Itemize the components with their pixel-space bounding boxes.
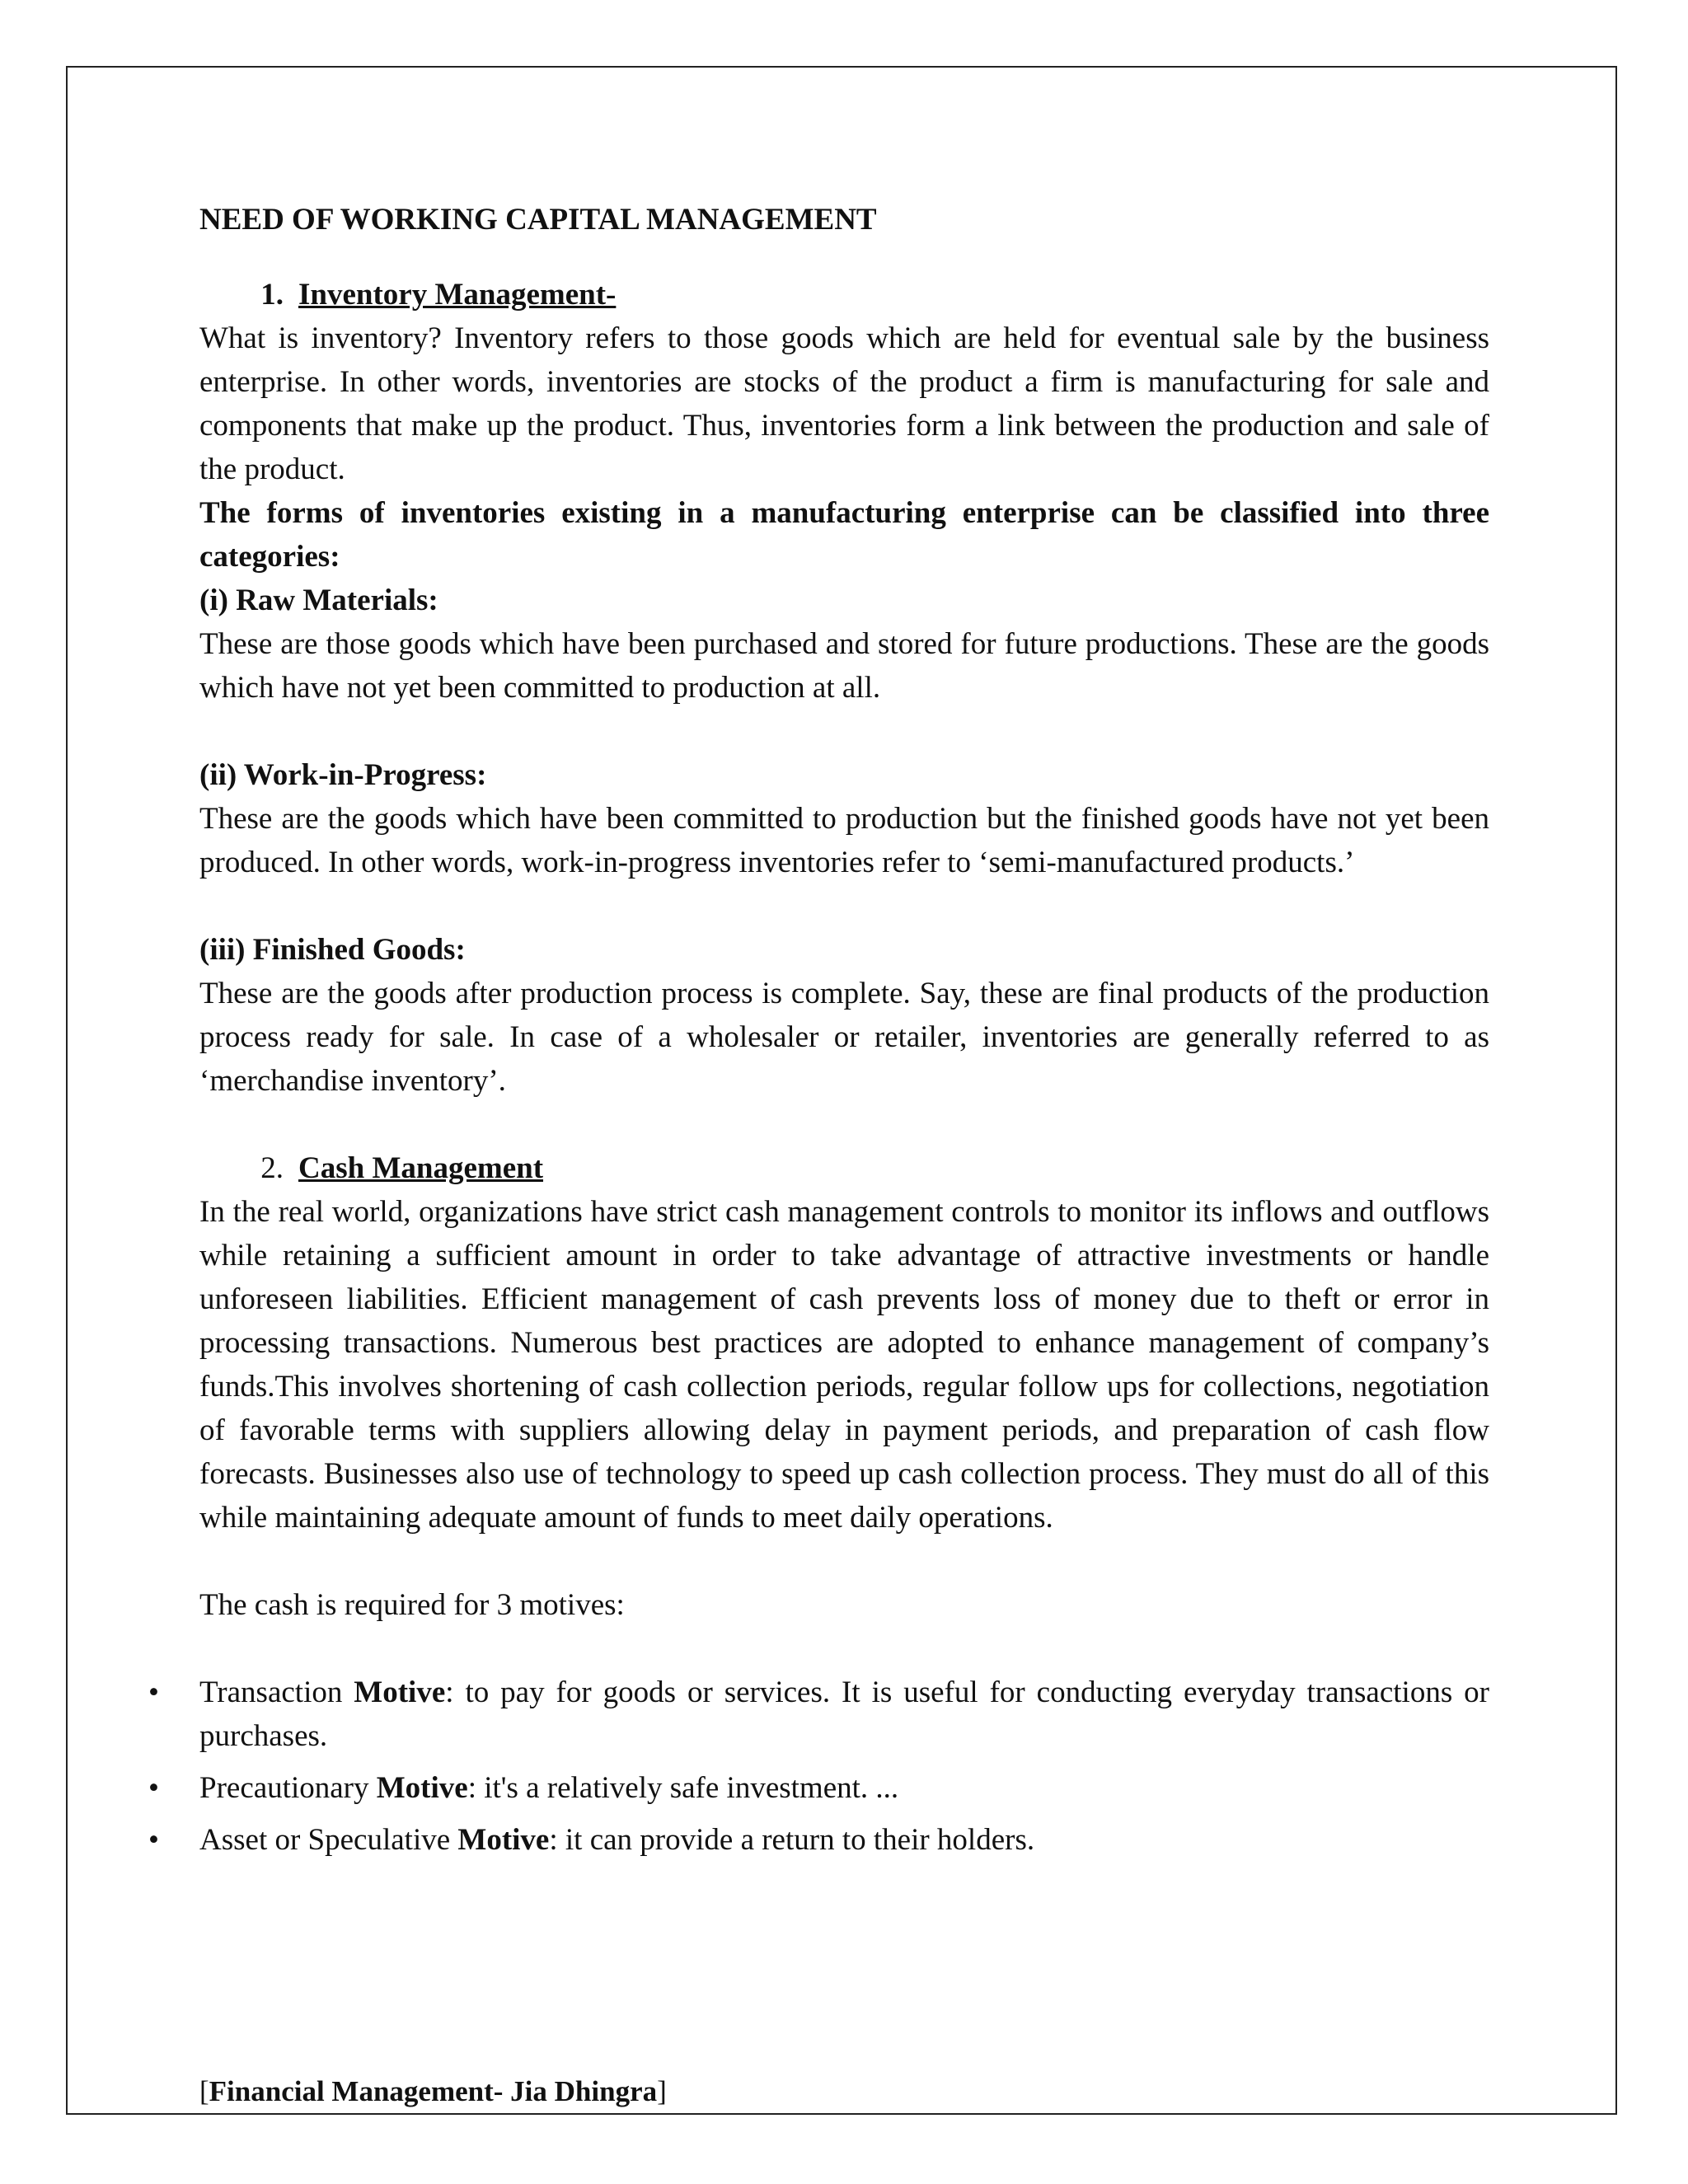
motive-keyword: Motive <box>376 1771 468 1805</box>
raw-materials-heading: (i) Raw Materials: <box>199 583 438 617</box>
page-footer <box>199 2075 667 2108</box>
list-item <box>148 1766 1489 1810</box>
motive-description: : it can provide a return to their holders. <box>549 1823 1035 1857</box>
section-heading-cash <box>199 1146 1489 1190</box>
bullet-icon: • <box>148 1675 159 1709</box>
inventory-forms-intro: The forms of inventories existing in a manufacturing enterprise can be classified into three categories: <box>199 496 1489 574</box>
section-number: 1. <box>260 278 284 312</box>
work-in-progress-text: These are the goods which have been committed to production but the finished goods have not yet been produced. In other words, work-in-progress inventories refer to ‘semi-manufactured products.’ <box>199 802 1489 879</box>
footer-close-bracket: ] <box>657 2075 667 2107</box>
section-title: Inventory Management- <box>298 278 617 312</box>
footer-open-bracket: [ <box>199 2075 209 2107</box>
spacer <box>199 710 1489 753</box>
section-number: 2. <box>260 1151 284 1185</box>
motives-intro: The cash is required for 3 motives: <box>199 1588 625 1622</box>
list-item <box>148 1671 1489 1758</box>
section-title: Cash Management <box>298 1151 544 1185</box>
document-body <box>148 198 1489 1870</box>
motive-description: : it's a relatively safe investment. ... <box>467 1771 899 1805</box>
motive-keyword: Motive <box>354 1675 446 1709</box>
motives-list <box>148 1671 1489 1862</box>
cash-management-text: In the real world, organizations have strict cash management controls to monitor its inflows and outflows while retaining a sufficient amount in order to take advantage of attractive investments or handle unforeseen liabilities. Efficient management of cash prevents loss of money due to theft or error in processing transactions. Numerous best practices are adopted to enhance management of company’s funds.This involves shortening of cash collection periods, regular follow ups for collections, negotiation of favorable terms with suppliers allowing delay in payment periods, and preparation of cash flow forecasts. Businesses also use of technology to speed up cash collection process. They must do all of this while maintaining adequate amount of funds to meet daily operations. <box>199 1195 1489 1535</box>
footer-text: Financial Management- Jia Dhingra <box>209 2075 658 2107</box>
page-title: NEED OF WORKING CAPITAL MANAGEMENT <box>199 203 877 237</box>
motive-prefix: Precautionary <box>199 1771 377 1805</box>
motive-prefix: Transaction <box>199 1675 354 1709</box>
finished-goods-text: These are the goods after production process is complete. Say, these are final products of the production process ready for sale. In case of a wholesaler or retailer, inventories are generally referred to as ‘merchandise inventory’. <box>199 977 1489 1098</box>
spacer <box>199 884 1489 928</box>
raw-materials-text: These are those goods which have been purchased and stored for future productions. These are the goods which have not yet been committed to production at all. <box>199 627 1489 705</box>
motive-keyword: Motive <box>457 1823 550 1857</box>
section-heading-inventory <box>199 273 1489 316</box>
inventory-definition: What is inventory? Inventory refers to those goods which are held for eventual sale by the business enterprise. In other words, inventories are stocks of the product a firm is manufacturing for sale and components that make up the product. Thus, inventories form a link between the production and sale of the product. <box>199 321 1489 486</box>
list-item <box>148 1818 1489 1862</box>
bullet-icon: • <box>148 1823 159 1857</box>
motive-prefix: Asset or Speculative <box>199 1823 458 1857</box>
work-in-progress-heading: (ii) Work-in-Progress: <box>199 758 487 792</box>
finished-goods-heading: (iii) Finished Goods: <box>199 933 466 967</box>
bullet-icon: • <box>148 1771 159 1805</box>
motive-description: : to pay for goods or services. It is useful for conducting everyday transactions or purchases. <box>199 1675 1489 1753</box>
